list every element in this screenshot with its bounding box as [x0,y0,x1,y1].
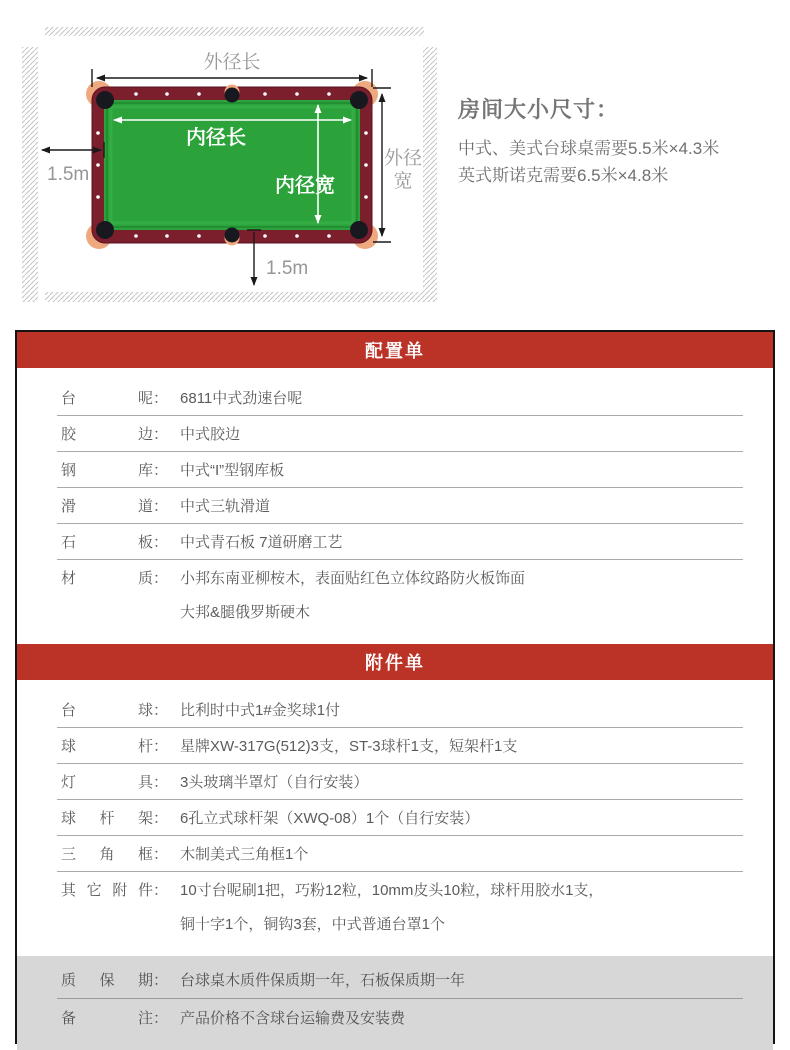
accessory-row [17,872,773,940]
row-value: 比利时中式1#金奖球1付 [180,702,341,719]
config-row [17,560,773,628]
accessories-header-band: 附件单 [17,644,773,680]
footer-row [17,999,773,1036]
config-header-band: 配置单 [17,332,773,368]
row-label: 三角框 [61,846,153,863]
row-colon: ： [153,702,169,719]
row-value: 产品价格不含球台运输费及安装费 [180,1010,406,1027]
room-size-line-2: 英式斯诺克需要6.5米×4.8米 [458,166,669,185]
row-label: 球杆架 [61,810,153,827]
row-colon: ： [153,534,169,551]
row-colon: ： [153,570,169,587]
row-colon: ： [153,462,169,479]
row-value: 台球桌木质件保质期一年，石板保质期一年 [180,972,466,989]
row-value: 星牌XW-317G(512)3支，ST-3球杆1支，短架杆1支 [180,738,518,755]
row-colon: ： [153,810,169,827]
row-value: 6孔立式球杆架（XWQ-08）1个（自行安装） [180,810,480,827]
config-row [17,524,773,559]
inner-width-label: 内径宽 [275,175,335,197]
inner-length-label: 内径长 [186,127,246,149]
config-row [17,488,773,523]
row-label: 钢库 [61,462,153,479]
room-size-title: 房间大小尺寸： [458,97,620,122]
row-label: 备注 [61,1010,153,1027]
row-value: 小邦东南亚柳桉木，表面贴红色立体纹路防火板饰面 [180,570,526,587]
footer-row [17,961,773,998]
room-size-line-1: 中式、美式台球桌需要5.5米×4.3米 [458,139,720,158]
row-label: 质保期 [61,972,153,989]
bottom-margin-label: 1.5m [266,258,309,279]
row-value-line2: 大邦&腿俄罗斯硬木 [180,604,311,621]
accessories-section [17,680,773,956]
row-value: 中式三轨滑道 [180,498,271,515]
config-row [17,380,773,415]
row-label: 其它附件 [61,882,153,899]
config-row [17,416,773,451]
row-label: 石板 [61,534,153,551]
row-colon: ： [153,972,169,989]
accessory-row [17,836,773,871]
row-colon: ： [153,882,169,899]
accessory-row [17,728,773,763]
row-value: 10寸台呢刷1把，巧粉12粒，10mm皮头10粒，球杆用胶水1支， [180,882,604,899]
row-colon: ： [153,498,169,515]
row-label: 材质 [61,570,153,587]
row-value: 3头玻璃半罩灯（自行安装） [180,774,369,791]
outer-width-label-line2: 宽 [393,171,413,192]
accessory-row [17,764,773,799]
accessory-row [17,692,773,727]
room-size-info [458,93,778,189]
row-colon: ： [153,774,169,791]
row-colon: ： [153,846,169,863]
accessory-row [17,800,773,835]
row-label: 胶边 [61,426,153,443]
row-colon: ： [153,1010,169,1027]
row-label: 台呢 [61,390,153,407]
spec-box [15,330,775,1044]
row-colon: ： [153,390,169,407]
room-diagram [0,0,450,315]
row-value-line2: 铜十字1个，铜钩3套，中式普通台罩1个 [180,916,446,933]
row-label: 灯具 [61,774,153,791]
warranty-footer [17,956,773,1050]
row-value: 中式“I”型钢库板 [180,462,285,479]
row-label: 台球 [61,702,153,719]
pool-table [86,81,378,249]
row-value: 中式胶边 [180,426,241,443]
row-colon: ： [153,426,169,443]
config-section [17,368,773,644]
row-label: 球杆 [61,738,153,755]
outer-width-label-line1: 外径 [383,148,423,169]
row-value: 中式青石板 7道研磨工艺 [180,534,343,551]
row-label: 滑道 [61,498,153,515]
row-colon: ： [153,738,169,755]
left-margin-label: 1.5m [47,164,90,185]
config-row [17,452,773,487]
row-value: 木制美式三角框1个 [180,846,309,863]
outer-length-label: 外径长 [203,52,261,73]
row-value: 6811中式劲速台呢 [180,390,303,407]
